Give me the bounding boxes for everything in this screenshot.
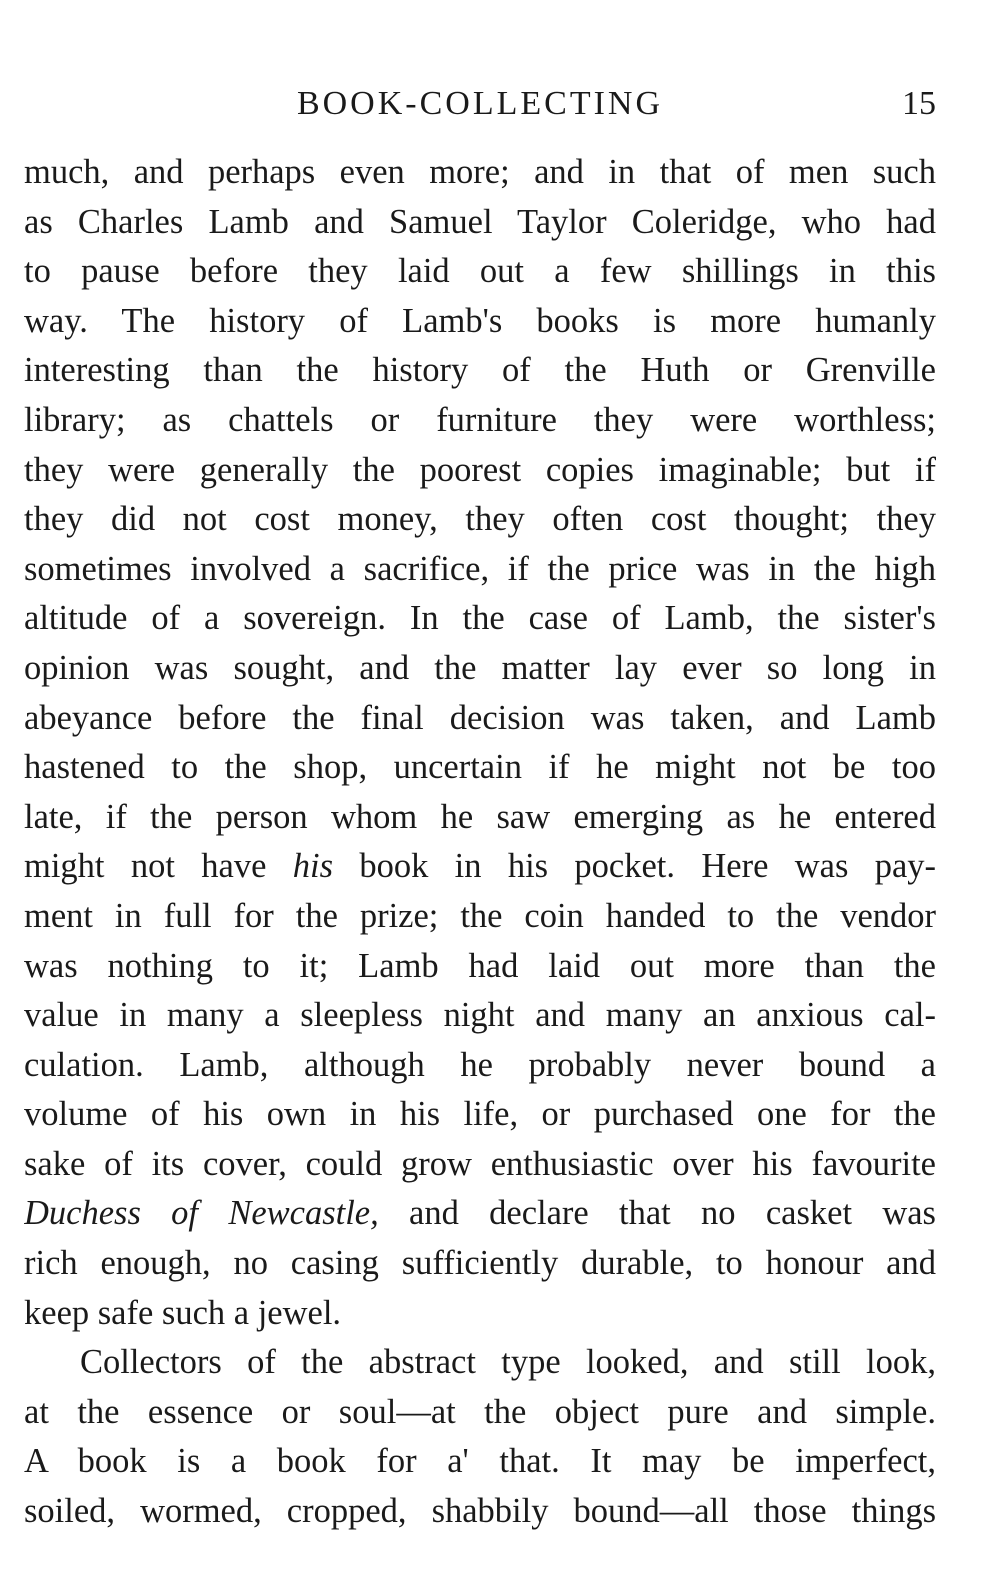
text-line: volume of his own in his life, or purchased one for the: [24, 1095, 936, 1134]
text-line: as Charles Lamb and Samuel Taylor Coleridge, who had: [24, 202, 936, 241]
italic-word: his: [292, 847, 333, 886]
text-line: late, if the person whom he saw emerging as he entered: [24, 797, 936, 836]
text-line: hastened to the shop, uncertain if he might not be too: [24, 748, 936, 787]
text-line: sometimes involved a sacrifice, if the price was in the high: [24, 549, 936, 588]
running-title: BOOK-COLLECTING: [296, 85, 664, 122]
text-line: to pause before they laid out a few shillings in this: [24, 252, 936, 291]
italic-title: Duchess of Newcastle,: [24, 1194, 379, 1233]
paragraph-2: [24, 1338, 936, 1536]
text-line: was nothing to it; Lamb had laid out more than the: [24, 946, 936, 985]
text-line: at the essence or soul—at the object pure and simple.: [24, 1392, 936, 1431]
page-header: [24, 82, 936, 132]
text-line: sake of its cover, could grow enthusiastic over his favourite: [24, 1144, 936, 1183]
text-line: Collectors of the abstract type looked, and still look,: [80, 1343, 936, 1382]
paragraph-1: [24, 148, 936, 1338]
text-line: value in many a sleepless night and many an anxious cal-: [24, 996, 936, 1035]
text-line: they did not cost money, they often cost thought; they: [24, 500, 936, 539]
page-number: 15: [902, 85, 936, 122]
text-line: A book is a book for a' that. It may be imperfect,: [24, 1442, 936, 1481]
text-line: library; as chattels or furniture they were worthless;: [24, 400, 936, 439]
text-line: interesting than the history of the Huth or Grenville: [24, 351, 936, 390]
text-line: ment in full for the prize; the coin handed to the vendor: [24, 896, 936, 935]
text-run: book in his pocket. Here was pay-: [333, 847, 936, 886]
text-run: might not have: [24, 847, 293, 886]
text-line-with-italic: [24, 842, 936, 892]
body-text: [24, 148, 936, 1537]
text-run: and declare that no casket was: [378, 1194, 936, 1233]
text-line: rich enough, no casing sufficiently durable, to honour and: [24, 1244, 936, 1283]
text-line: altitude of a sovereign. In the case of Lamb, the sister's: [24, 599, 936, 638]
text-line: soiled, wormed, cropped, shabbily bound—all those things: [24, 1492, 936, 1531]
text-line-with-italic: [24, 1189, 936, 1239]
text-line: much, and perhaps even more; and in that of men such: [24, 153, 936, 191]
text-line: they were generally the poorest copies imaginable; but if: [24, 450, 936, 489]
text-line: way. The history of Lamb's books is more humanly: [24, 301, 936, 340]
text-line: abeyance before the final decision was taken, and Lamb: [24, 698, 936, 737]
text-line: culation. Lamb, although he probably never bound a: [24, 1045, 936, 1084]
text-line: keep safe such a jewel.: [24, 1293, 342, 1332]
text-line: opinion was sought, and the matter lay ever so long in: [24, 648, 936, 687]
